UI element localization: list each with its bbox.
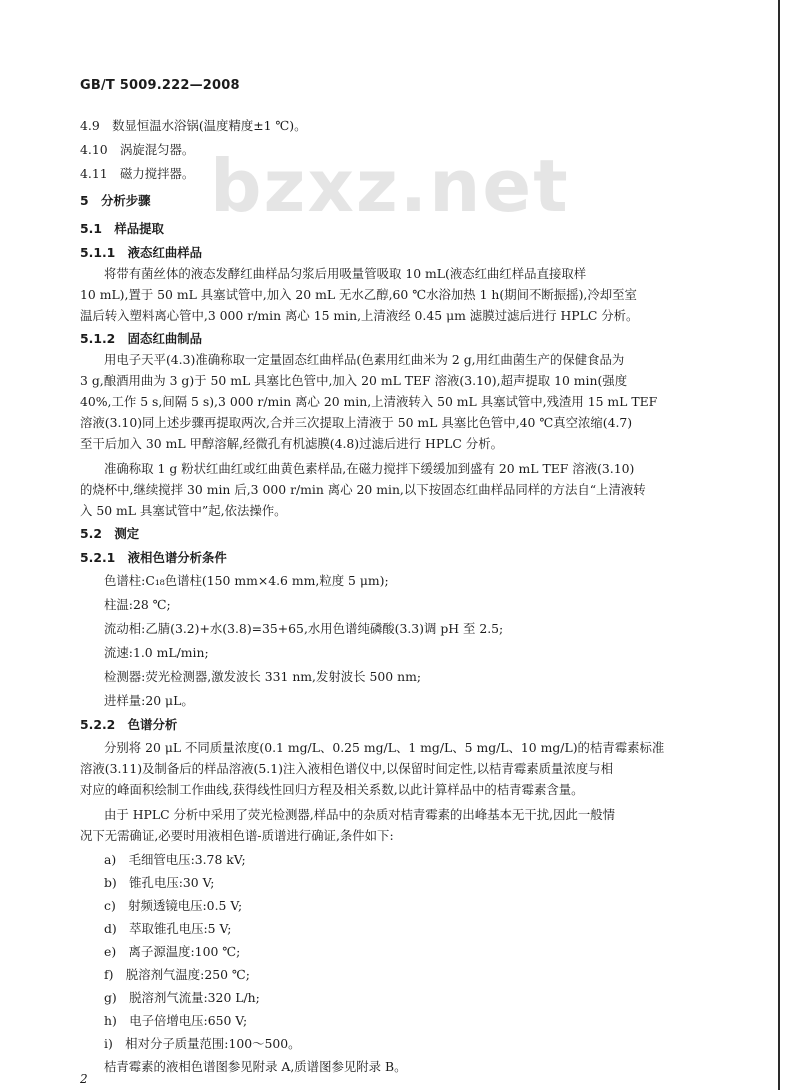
page-number: 2 — [80, 1072, 88, 1086]
ms-condition-g: g) 脱溶剂气流量:320 L/h; — [104, 990, 260, 1005]
section-heading-5: 5 分析步骤 — [80, 193, 151, 208]
standard-code-header: GB/T 5009.222—2008 — [80, 78, 240, 93]
paragraph-line: 10 mL),置于 50 mL 具塞试管中,加入 20 mL 无水乙醇,60 ℃水浴加热 1 h(期间不断振摇),冷却至室 — [80, 287, 637, 302]
section-heading-5-1-1: 5.1.1 液态红曲样品 — [80, 245, 203, 260]
watermark: bzxz.net — [210, 144, 570, 228]
paragraph-line: 溶液(3.10)同上述步骤再提取两次,合并三次提取上清液于 50 mL 具塞比色管中,40 ℃真空浓缩(4.7) — [80, 415, 633, 430]
paragraph-line: 准确称取 1 g 粉状红曲红或红曲黄色素样品,在磁力搅拌下缓缓加到盛有 20 mL TEF 溶液(3.10) — [104, 461, 635, 476]
ms-condition-h: h) 电子倍增电压:650 V; — [104, 1013, 248, 1028]
paragraph-line: 由于 HPLC 分析中采用了荧光检测器,样品中的杂质对桔青霉素的出峰基本无干扰,因此一般情 — [104, 807, 616, 822]
item-4-11: 4.11 磁力搅拌器。 — [80, 166, 195, 181]
section-heading-5-1: 5.1 样品提取 — [80, 221, 164, 236]
paragraph-line: 入 50 mL 具塞试管中”起,依法操作。 — [80, 503, 287, 518]
paragraph-line: 溶液(3.11)及制备后的样品溶液(5.1)注入液相色谱仪中,以保留时间定性,以桔青霉素质量浓度与相 — [80, 761, 613, 776]
paragraph-line: 况下无需确证,必要时用液相色谱-质谱进行确证,条件如下: — [80, 828, 394, 843]
ms-condition-f: f) 脱溶剂气温度:250 ℃; — [104, 967, 250, 982]
paragraph-line: 用电子天平(4.3)准确称取一定量固态红曲样品(色素用红曲米为 2 g,用红曲菌生产的保健食品为 — [104, 352, 625, 367]
paragraph-line: 对应的峰面积绘制工作曲线,获得线性回归方程及相关系数,以此计算样品中的桔青霉素含量。 — [80, 782, 584, 797]
section-heading-5-2-1: 5.2.1 液相色谱分析条件 — [80, 550, 227, 565]
condition-detector: 检测器:荧光检测器,激发波长 331 nm,发射波长 500 nm; — [104, 669, 421, 684]
paragraph-line: 至干后加入 30 mL 甲醇溶解,经微孔有机滤膜(4.8)过滤后进行 HPLC 分析。 — [80, 436, 503, 451]
item-4-9: 4.9 数显恒温水浴锅(温度精度±1 ℃)。 — [80, 118, 307, 133]
page-edge-rule — [778, 0, 780, 1090]
paragraph-line: 40%,工作 5 s,间隔 5 s),3 000 r/min 离心 20 min,上清液转入 50 mL 具塞试管中,残渣用 15 mL TEF — [80, 394, 658, 409]
section-heading-5-2: 5.2 测定 — [80, 526, 140, 541]
paragraph-line: 的烧杯中,继续搅拌 30 min 后,3 000 r/min 离心 20 min,以下按固态红曲样品同样的方法自“上清液转 — [80, 482, 646, 497]
condition-mobile-phase: 流动相:乙腈(3.2)+水(3.8)=35+65,水用色谱纯磷酸(3.3)调 pH 至 2.5; — [104, 621, 504, 636]
item-4-10: 4.10 涡旋混匀器。 — [80, 142, 195, 157]
paragraph-line: 3 g,酿酒用曲为 3 g)于 50 mL 具塞比色管中,加入 20 mL TEF 溶液(3.10),超声提取 10 min(强度 — [80, 373, 628, 388]
paragraph-line: 温后转入塑料离心管中,3 000 r/min 离心 15 min,上清液经 0.45 μm 滤膜过滤后进行 HPLC 分析。 — [80, 308, 639, 323]
paragraph-line: 分别将 20 μL 不同质量浓度(0.1 mg/L、0.25 mg/L、1 mg/L、5 mg/L、10 mg/L)的桔青霉素标准 — [104, 740, 665, 755]
ms-condition-d: d) 萃取锥孔电压:5 V; — [104, 921, 232, 936]
section-heading-5-2-2: 5.2.2 色谱分析 — [80, 717, 178, 732]
ms-condition-c: c) 射频透镜电压:0.5 V; — [104, 898, 243, 913]
ms-condition-e: e) 离子源温度:100 ℃; — [104, 944, 241, 959]
paragraph-line: 将带有菌丝体的液态发酵红曲样品匀浆后用吸量管吸取 10 mL(液态红曲红样品直接取样 — [104, 266, 587, 281]
condition-injection-volume: 进样量:20 μL。 — [104, 693, 194, 708]
ms-condition-a: a) 毛细管电压:3.78 kV; — [104, 852, 246, 867]
condition-column: 色谱柱:C₁₈色谱柱(150 mm×4.6 mm,粒度 5 μm); — [104, 573, 389, 588]
section-heading-5-1-2: 5.1.2 固态红曲制品 — [80, 331, 203, 346]
condition-temperature: 柱温:28 ℃; — [104, 597, 171, 612]
condition-flow-rate: 流速:1.0 mL/min; — [104, 645, 209, 660]
ms-condition-b: b) 锥孔电压:30 V; — [104, 875, 215, 890]
closing-paragraph: 桔青霉素的液相色谱图参见附录 A,质谱图参见附录 B。 — [104, 1059, 407, 1074]
ms-condition-i: i) 相对分子质量范围:100～500。 — [104, 1036, 301, 1051]
